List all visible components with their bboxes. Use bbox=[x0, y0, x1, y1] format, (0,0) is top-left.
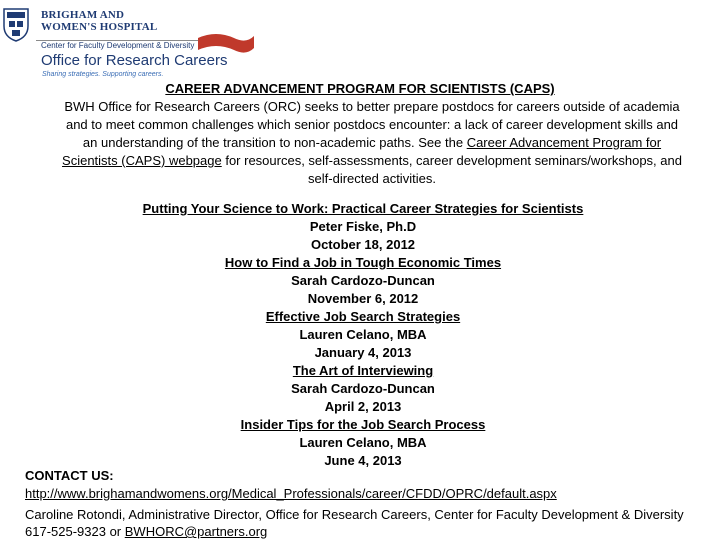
event-item bbox=[173, 308, 553, 362]
hospital-shield-icon bbox=[3, 8, 29, 42]
intro-text-before: BWH Office for Research Careers (ORC) seeks to better prepare postdocs for careers outside of academia and to meet common challenges which senior postdocs encounter: a lack of career development skills and an understanding of the transition to non-academic paths. See the bbox=[64, 99, 680, 150]
event-title-link[interactable]: Insider Tips for the Job Search Process bbox=[240, 417, 486, 432]
event-list bbox=[142, 200, 584, 470]
center-bar: Center for Faculty Development & Diversity bbox=[36, 40, 216, 50]
brigham-orc-logo bbox=[0, 0, 260, 80]
intro-paragraph bbox=[62, 98, 682, 188]
event-title-link[interactable]: How to Find a Job in Tough Economic Times bbox=[224, 255, 502, 270]
caps-webpage-link[interactable]: Career Advancement Program for Scientists (CAPS) webpage bbox=[62, 135, 662, 168]
event-item bbox=[173, 416, 553, 470]
event-date: November 6, 2012 bbox=[307, 291, 419, 306]
event-date: April 2, 2013 bbox=[324, 399, 402, 414]
event-speaker: Lauren Celano, MBA bbox=[299, 435, 427, 450]
event-speaker: Sarah Cardozo-Duncan bbox=[291, 273, 435, 288]
hospital-name-line1: BRIGHAM AND bbox=[41, 9, 125, 21]
event-speaker: Sarah Cardozo-Duncan bbox=[291, 381, 435, 396]
event-title-link[interactable]: Effective Job Search Strategies bbox=[265, 309, 461, 324]
event-date: January 4, 2013 bbox=[314, 345, 412, 360]
contact-email-link[interactable]: BWHORC@partners.org bbox=[124, 524, 268, 539]
event-title-link[interactable]: Putting Your Science to Work: Practical Career Strategies for Scientists bbox=[142, 201, 584, 216]
event-date: June 4, 2013 bbox=[324, 453, 402, 468]
org-name: Office for Research Careers bbox=[41, 52, 228, 69]
event-title-link[interactable]: The Art of Interviewing bbox=[292, 363, 434, 378]
event-item bbox=[173, 254, 553, 308]
contact-person: Caroline Rotondi, Administrative Director, Office for Research Careers, Center for Faculty Development & Diversity 617-525-9323 or bbox=[25, 507, 684, 539]
intro-text-after: for resources, self-assessments, career development seminars/workshops, and self-directed activities. bbox=[221, 153, 682, 186]
event-speaker: Lauren Celano, MBA bbox=[299, 327, 427, 342]
event-item bbox=[142, 200, 584, 254]
contact-url-link[interactable]: http://www.brighamandwomens.org/Medical_Professionals/career/CFDD/OPRC/default.aspx bbox=[25, 486, 557, 501]
event-date: October 18, 2012 bbox=[310, 237, 416, 252]
org-tagline: Sharing strategies. Supporting careers. bbox=[42, 71, 164, 78]
hospital-name bbox=[41, 9, 157, 33]
contact-label: CONTACT US: bbox=[25, 468, 114, 483]
event-item bbox=[173, 362, 553, 416]
event-speaker: Peter Fiske, Ph.D bbox=[309, 219, 417, 234]
page-title: CAREER ADVANCEMENT PROGRAM FOR SCIENTISTS (CAPS) bbox=[165, 81, 555, 96]
contact-section bbox=[25, 467, 705, 540]
hospital-name-line2: WOMEN'S HOSPITAL bbox=[41, 21, 158, 33]
contact-details bbox=[25, 506, 705, 540]
